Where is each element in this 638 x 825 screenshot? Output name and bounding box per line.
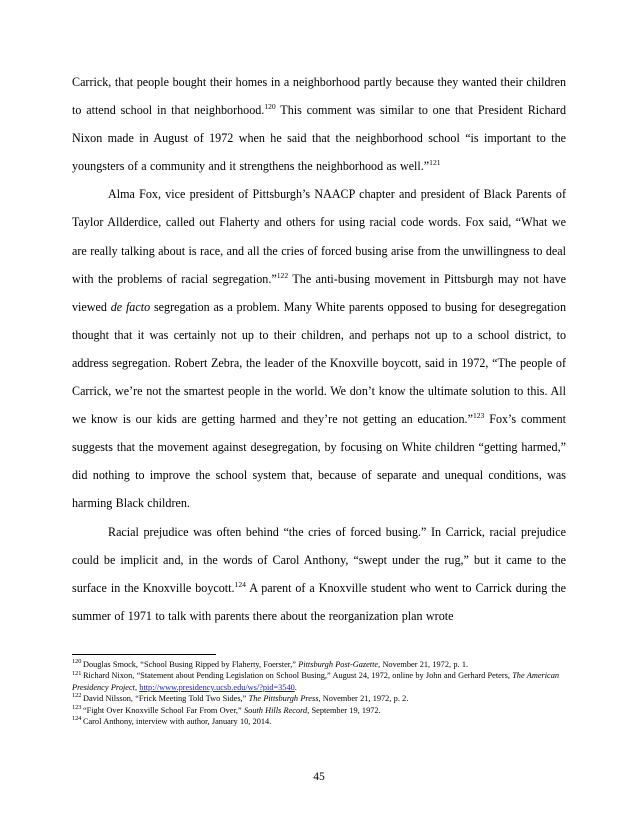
para-carrick-neighborhood (72, 68, 566, 180)
footnote-reference-120[interactable]: 120 (264, 102, 276, 112)
text-run: Racial prejudice was often behind “the cries of forced busing.” In Carrick, racial prejudice could be implicit and, in the words of Carol Anthony, “swept under the rug,” but it came to the surface in the Knoxville boycott. (72, 524, 566, 595)
footnote-section (72, 654, 566, 727)
text-run: Alma Fox, vice president of Pittsburgh’s NAACP chapter and president of Black Parents of Taylor Allderdice, called out Flaherty and others for using racial code words. Fox said, “What we are really talking about is race, and all the cries of forced busing arise from the unwillingness to deal with the problems of racial segregation.” (72, 187, 566, 286)
footnote-120 (72, 659, 566, 670)
text-run: segregation as a problem. Many White parents opposed to busing for desegregation thought that it was certainly not up to their children, and perhaps not up to a school district, to address segregation. Robert Zebra, the leader of the Knoxville boycott, said in 1972, “The people of Carrick, we’re not the smartest people in the world. We don’t know the ultimate solution to this. All we know is our kids are getting harmed and they’re not getting an education.” (72, 299, 566, 427)
footnote-number: 123 (72, 703, 82, 711)
text-run: Douglas Smock, “School Busing Ripped by Flaherty, Foerster,” (82, 660, 299, 669)
text-run: , November 21, 1972, p. 1. (378, 660, 469, 669)
text-run: “Fight Over Knoxville School Far From Over,” (82, 705, 244, 715)
footnote-124 (72, 716, 566, 727)
footnote-hyperlink[interactable]: http://www.presidency.ucsb.edu/ws/?pid=3540 (139, 682, 295, 692)
footnote-number: 121 (72, 669, 82, 677)
text-run: , September 19, 1972. (307, 705, 381, 715)
italic-title: de facto (110, 299, 151, 314)
footnote-list (72, 659, 566, 727)
footnote-reference-122[interactable]: 122 (276, 270, 289, 280)
footnote-122 (72, 693, 566, 704)
para-alma-fox (72, 180, 566, 517)
text-run: , (134, 682, 140, 692)
footnote-reference-123[interactable]: 123 (472, 411, 485, 421)
text-run: The anti-busing movement in Pittsburgh may not have viewed (72, 271, 566, 314)
footnote-number: 122 (72, 692, 82, 700)
italic-title: The Pittsburgh Press (248, 694, 319, 704)
para-racial-prejudice (72, 518, 566, 630)
footnote-reference-124[interactable]: 124 (234, 579, 246, 589)
body-text-area (72, 68, 566, 630)
text-run: Carrick, that people bought their homes in a neighborhood partly because they wanted their children to attend school in that neighborhood. (72, 75, 566, 118)
text-run: This comment was similar to one that President Richard Nixon made in August of 1972 when he said that the neighborhood school “is important to the youngsters of a community and it strengthens the neighborhood as well.” (72, 103, 566, 174)
italic-title: The American Presidency Project (72, 671, 560, 692)
footnote-separator-rule (72, 654, 216, 655)
text-run: A parent of a Knoxville student who went to Carrick during the summer of 1971 to talk with parents there about the reorganization plan wrote (72, 580, 566, 623)
footnote-123 (72, 705, 566, 716)
text-run: Fox’s comment suggests that the movement against desegregation, by focusing on White children “getting harmed,” did nothing to improve the school system that, because of separate and unequal conditions, was harming Black children. (72, 412, 566, 511)
text-run: Carol Anthony, interview with author, January 10, 2014. (82, 717, 272, 727)
italic-title: South Hills Record (243, 705, 308, 715)
text-run: . (294, 682, 297, 692)
text-run: Richard Nixon, “Statement about Pending Legislation on School Busing,” August 24, 1972, online by John and Gerhard Peters, (82, 671, 513, 681)
italic-title: Pittsburgh Post-Gazette (298, 660, 379, 669)
footnote-number: 124 (72, 715, 82, 723)
text-run: , November 21, 1972, p. 2. (318, 694, 409, 704)
text-run: David Nilsson, “Frick Meeting Told Two Sides,” (82, 694, 249, 704)
footnote-number: 120 (72, 658, 82, 666)
footnote-121 (72, 670, 566, 693)
footnote-reference-121[interactable]: 121 (429, 158, 441, 168)
page-number: 45 (313, 770, 325, 783)
